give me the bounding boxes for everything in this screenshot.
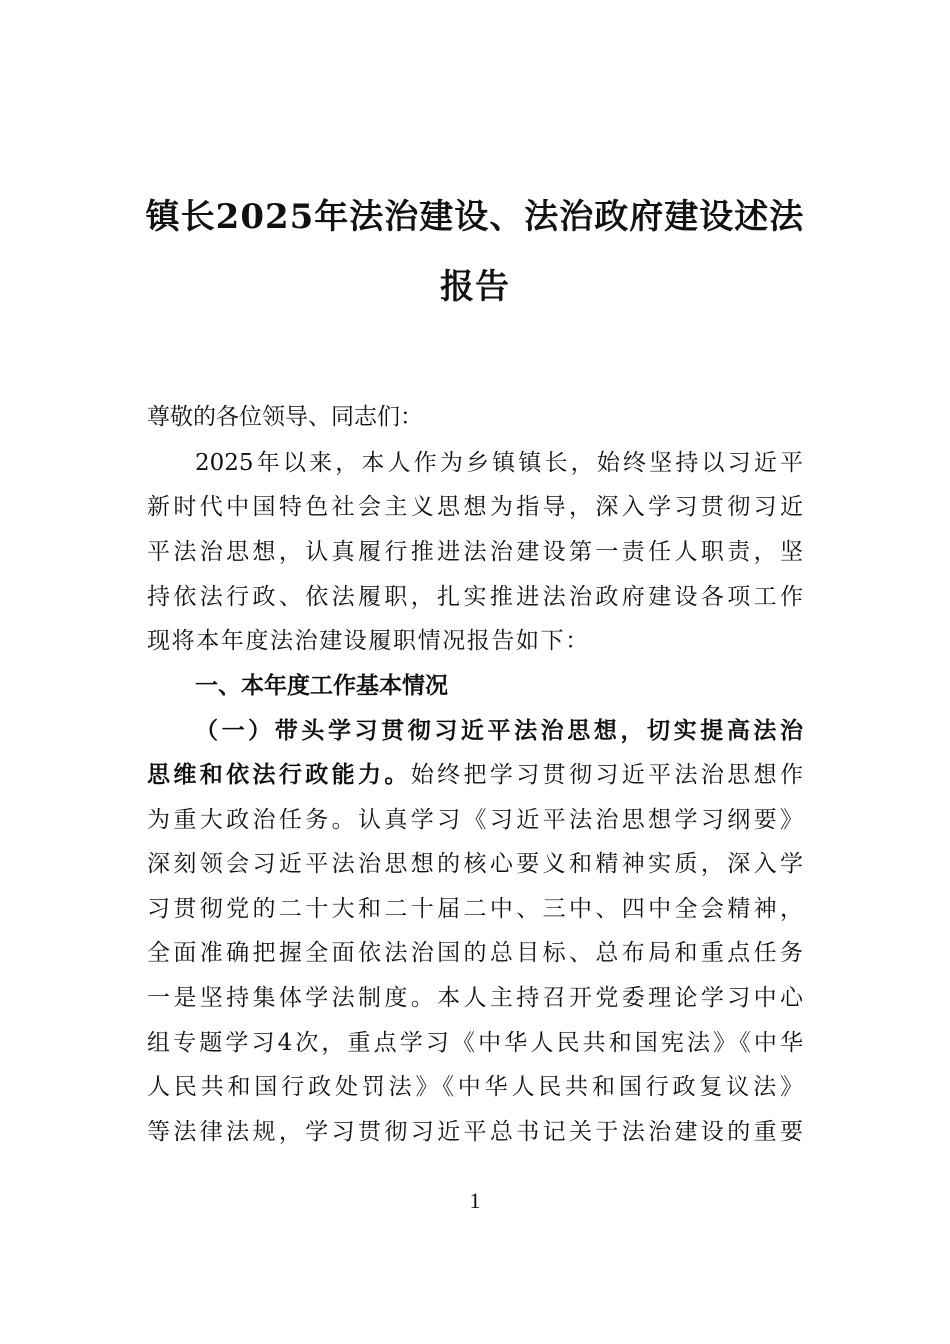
text-line: 习贯彻党的二十大和二十届二中、三中、四中全会精神， bbox=[147, 896, 803, 922]
title-line-2: 报告 bbox=[440, 267, 510, 307]
text-line: 一是坚持集体学法制度。本人主持召开党委理论学习中心 bbox=[147, 985, 803, 1011]
text-line: 深刻领会习近平法治思想的核心要义和精神实质，深入学 bbox=[147, 851, 803, 877]
text-line: 2025年以来，本人作为乡镇镇长，始终坚持以习近平 bbox=[195, 450, 803, 476]
page-number: 1 bbox=[469, 1188, 481, 1213]
text-line bbox=[147, 760, 803, 790]
title-line-1: 镇长2025年法治建设、法治政府建设述法 bbox=[145, 197, 805, 237]
text-line: 全面准确把握全面依法治国的总目标、总布局和重点任务 bbox=[147, 940, 803, 966]
text-line: 新时代中国特色社会主义思想为指导，深入学习贯彻习近 bbox=[147, 494, 803, 520]
text-line: 组专题学习4次，重点学习《中华人民共和国宪法》《中华 bbox=[147, 1030, 803, 1056]
text-line: 等法律法规，学习贯彻习近平总书记关于法治建设的重要 bbox=[147, 1119, 803, 1145]
section-heading: 一、本年度工作基本情况 bbox=[195, 672, 448, 699]
text-line: 人民共和国行政处罚法》《中华人民共和国行政复议法》 bbox=[147, 1074, 803, 1100]
subsection-heading-end: 思维和依法行政能力。 bbox=[147, 761, 411, 788]
text-span: 始终把学习贯彻习近平法治思想作 bbox=[410, 762, 803, 788]
text-line: 为重大政治任务。认真学习《习近平法治思想学习纲要》 bbox=[147, 807, 803, 833]
salutation: 尊敬的各位领导、同志们： bbox=[147, 404, 423, 430]
text-line: 平法治思想，认真履行推进法治建设第一责任人职责，坚 bbox=[147, 539, 803, 565]
text-line: 持依法行政、依法履职，扎实推进法治政府建设各项工作 bbox=[147, 584, 803, 610]
text-line: 现将本年度法治建设履职情况报告如下： bbox=[147, 628, 590, 654]
subsection-heading: （一）带头学习贯彻习近平法治思想，切实提高法治 bbox=[195, 717, 803, 744]
